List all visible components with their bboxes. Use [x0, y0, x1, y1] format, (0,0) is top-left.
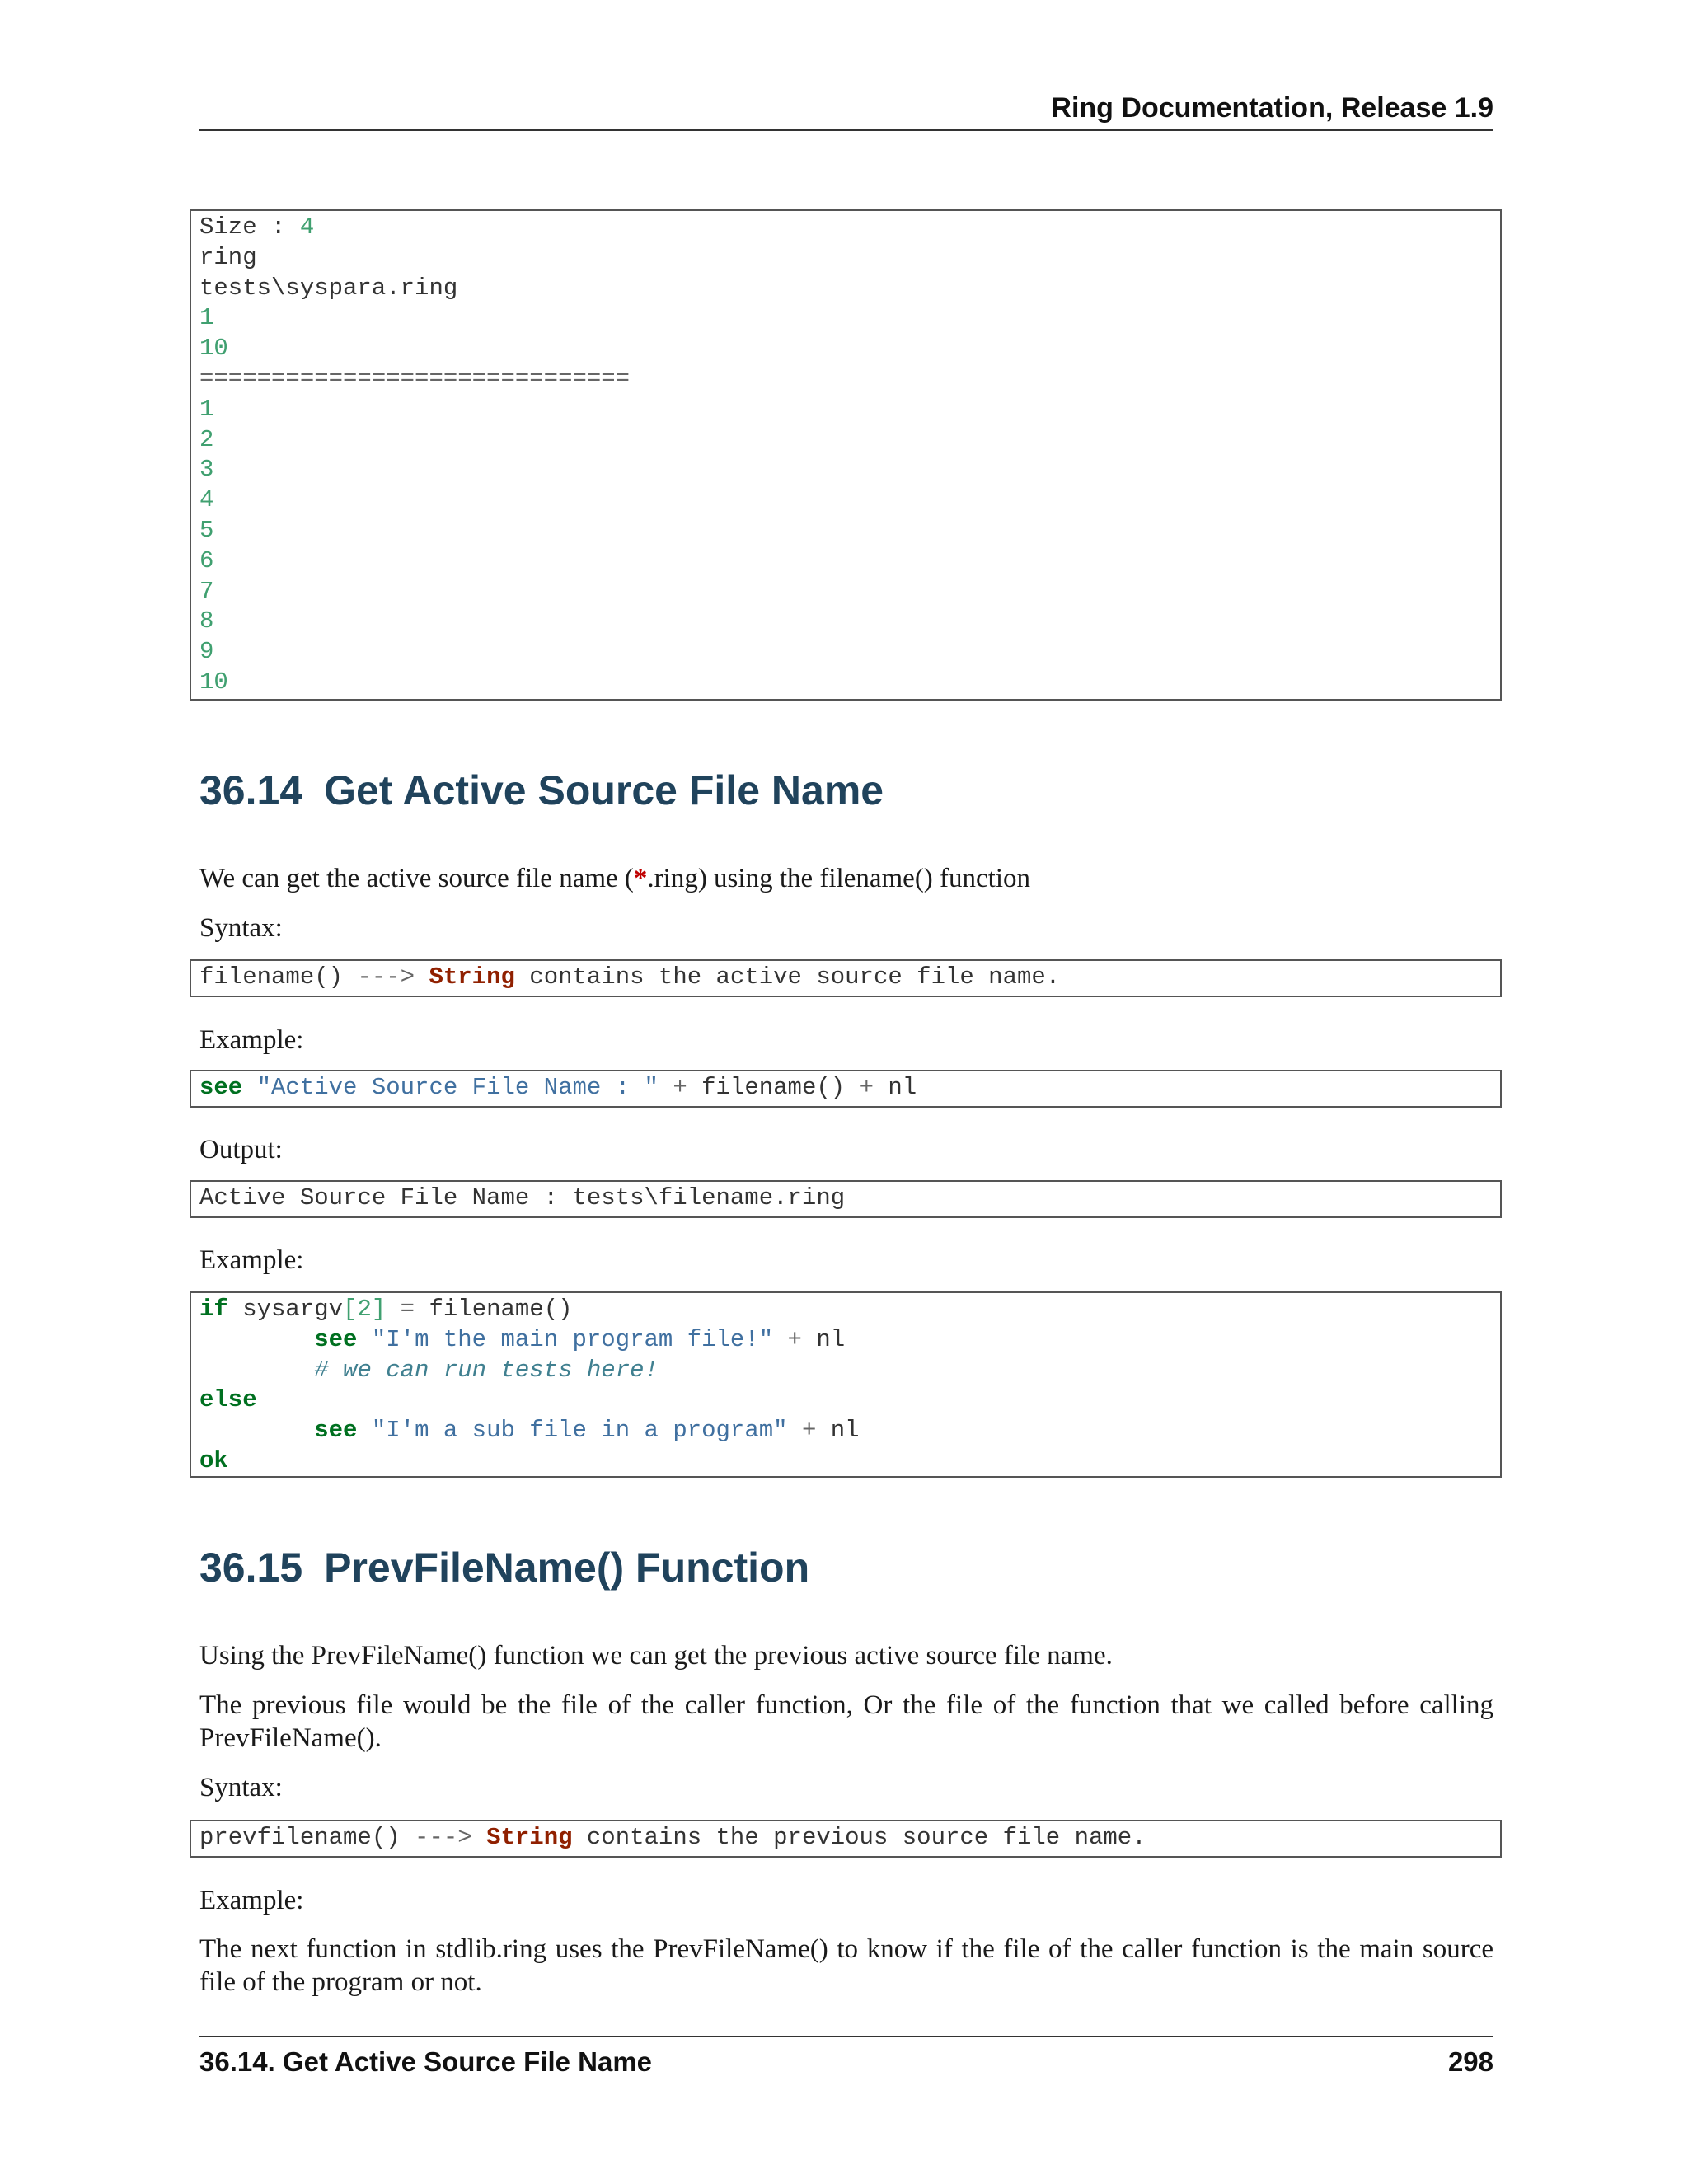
header-title: Ring Documentation, Release 1.9 — [1051, 92, 1493, 124]
output-line: 10 — [199, 668, 228, 696]
syntax-block-filename: filename() ---> String contains the active source file name. — [190, 959, 1502, 997]
example-label-3: Example: — [199, 1886, 304, 1915]
output-line: 3 — [199, 456, 214, 484]
paragraph-1: Using the PrevFileName() function we can get the previous active source file name. — [199, 1641, 1113, 1671]
output-line: 10 — [199, 335, 228, 363]
output-block-2: Active Source File Name : tests\filename.ring — [190, 1180, 1502, 1218]
example-label-2: Example: — [199, 1245, 304, 1275]
output-line: 4 — [199, 486, 214, 514]
output-line: 1 — [199, 304, 214, 332]
section-number: 36.15 — [199, 1544, 303, 1591]
section-title: Get Active Source File Name — [324, 767, 884, 813]
output-line: 9 — [199, 638, 214, 666]
output-block-1 — [190, 209, 1502, 701]
output-line: 5 — [199, 516, 214, 544]
output-line: ring — [199, 243, 257, 271]
header-rule — [199, 129, 1493, 131]
footer-section: 36.14. Get Active Source File Name — [199, 2046, 653, 2077]
output-line: ============================== — [199, 364, 631, 392]
output-line: tests\syspara.ring — [199, 274, 458, 302]
example-block-2: if sysargv[2] = filename() see "I'm the main program file!" + nl # we can run tests here! else see "I'm a sub file in a program" + nl ok — [190, 1291, 1502, 1478]
page-number: 298 — [1447, 2046, 1493, 2077]
output-label: Output: — [199, 1135, 283, 1165]
syntax-label: Syntax: — [199, 913, 283, 943]
syntax-block-prevfilename: prevfilename() ---> String contains the previous source file name. — [190, 1820, 1502, 1858]
section-heading-36-15 — [199, 1544, 809, 1591]
section-title: PrevFileName() Function — [324, 1544, 810, 1591]
output-line: 1 — [199, 395, 214, 423]
section-heading-36-14 — [199, 766, 884, 814]
output-line: 2 — [199, 425, 214, 453]
example-block-1: see "Active Source File Name : " + filename() + nl — [190, 1070, 1502, 1108]
paragraph-2: The previous file would be the file of the caller function, Or the file of the function that we called before calling PrevFileName(). — [199, 1690, 1493, 1753]
output-line: Size : 4 — [199, 213, 315, 241]
paragraph-3: The next function in stdlib.ring uses the PrevFileName() to know if the file of the caller function is the main source file of the program or not. — [199, 1934, 1493, 1997]
asterisk-mark: * — [633, 864, 648, 893]
section-number: 36.14 — [199, 767, 303, 813]
syntax-label-2: Syntax: — [199, 1773, 283, 1802]
output-line: 8 — [199, 607, 214, 635]
example-label-1: Example: — [199, 1025, 304, 1055]
footer-rule — [199, 2036, 1493, 2037]
output-line: 6 — [199, 546, 214, 574]
output-line: 7 — [199, 577, 214, 605]
intro-paragraph: We can get the active source file name (*.ring) using the filename() function — [199, 864, 1031, 893]
